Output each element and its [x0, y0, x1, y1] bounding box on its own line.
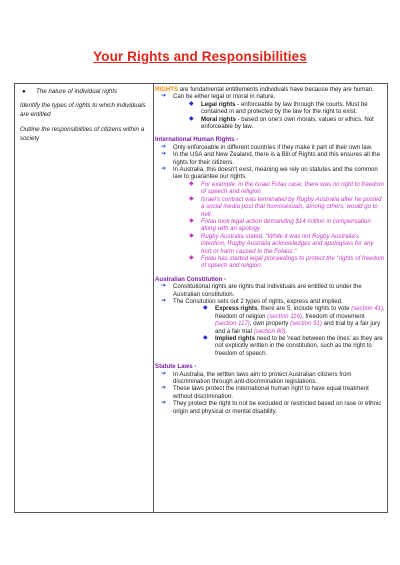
- diamond-icon: ◆: [189, 180, 194, 187]
- left-para-outline: Outline the responsibilities of citizens within a society: [20, 126, 145, 142]
- statute-item-1: [155, 371, 385, 386]
- section-ref: (section 116): [267, 312, 302, 320]
- notes-table: [14, 83, 388, 513]
- arrow-icon: ➔: [161, 385, 167, 392]
- left-bullet-row: [20, 88, 148, 96]
- constitution-item-2: [155, 298, 385, 305]
- express-text: and trial by a fair jury and a fair trial: [215, 320, 381, 335]
- folau-text-4: Rugby Australia stated, "While it was not Rugby Australia's intention, Rugby Australia acknowledges and apologises for any hurt or harm caused to the Folaus.": [201, 232, 374, 255]
- constitution-text-1: Constitutional rights are rights that individuals are entitled to under the Australian constitution.: [173, 283, 362, 298]
- arrow-icon: ➔: [161, 370, 167, 377]
- express-text: , freedom of movement: [301, 312, 365, 320]
- international-text-2: In the USA and New Zealand, there is a Bill of Rights and this ensures all the rights for their citizens.: [173, 151, 380, 166]
- left-para-identify: Identify the types of rights to which individuals are entitled: [20, 102, 146, 118]
- diamond-icon: ◆: [189, 232, 194, 239]
- constitution-text-2: The Consitution sets out 2 types of rights, express and implied.: [173, 297, 343, 305]
- folau-example-3: [155, 218, 385, 233]
- rights-section: [155, 86, 385, 130]
- right-column: [155, 86, 385, 421]
- arrow-icon: ➔: [161, 297, 167, 304]
- folau-example-1: [155, 181, 385, 196]
- international-text-1: Only enforceable in different countries if they make it part of their own law.: [173, 143, 373, 151]
- arrow-icon: ➔: [161, 93, 167, 100]
- diamond-icon: ◆: [203, 305, 208, 312]
- diamond-icon: ◆: [189, 195, 194, 202]
- international-item-1: [155, 144, 385, 151]
- arrow-icon: ➔: [161, 151, 167, 158]
- diamond-icon: ◆: [189, 217, 194, 224]
- diamond-icon: ◆: [203, 335, 208, 341]
- statute-text-1: In Australia, the written laws aim to protect Australian citizens from discrimination through anti-discrimination legislations.: [173, 370, 352, 386]
- column-divider: [153, 84, 154, 512]
- express-rights-label: Express rights: [215, 305, 258, 313]
- arrow-icon: ➔: [161, 143, 167, 150]
- rights-heading: RIGHTS: [155, 86, 179, 93]
- international-heading: International Human Rights -: [155, 136, 239, 144]
- section-ref: (section 41): [351, 305, 384, 313]
- moral-rights-text: - based on one's own morals, values or ethics. Not enforceable by law.: [201, 115, 374, 131]
- diamond-icon: ◆: [189, 100, 194, 107]
- arrow-icon: ➔: [161, 283, 167, 290]
- statute-heading: Statute Laws -: [155, 363, 197, 371]
- diamond-icon: ◆: [189, 254, 194, 261]
- express-text: , there are 5, include rights to vote: [257, 305, 352, 313]
- legal-rights-text: - enforceable by law through the courts. Must be contained in and protected by the law for the right to exist.: [201, 100, 368, 116]
- folau-example-4: [155, 233, 385, 255]
- international-text-3: In Australia, this doesn't exist, meaning we rely on statutes and the common law to guarantee our rights.: [173, 166, 378, 181]
- moral-rights-label: Moral rights: [201, 115, 236, 123]
- express-rights-item: [155, 305, 385, 335]
- folau-example-2: [155, 196, 385, 218]
- statute-text-2: These laws protect the international human right to have equal treatment without discrimination.: [173, 385, 369, 400]
- statute-section: [155, 363, 385, 415]
- express-text: .: [285, 327, 288, 335]
- section-ref: (section 117): [215, 320, 250, 328]
- legal-rights-item: [155, 101, 385, 116]
- rights-intro-text: are fundamental entitlements individuals have because they are human.: [178, 86, 374, 93]
- folau-text-3: Folau took legal action demanding $14 million in compensation along with an apology.: [201, 217, 371, 233]
- section-ref: (section 80): [253, 327, 286, 335]
- implied-rights-text: need to be 'read between the lines' as they are not explicitly written in the constitution, such as the right to freedom of speech.: [215, 335, 383, 357]
- constitution-item-1: [155, 283, 385, 298]
- folau-text-2: Israel's contract was terminated by Rugby Australia after he posted a social media post that homosexuals, among others, would go to hell.: [201, 195, 382, 218]
- rights-intro: [155, 86, 385, 93]
- constitution-heading: Australian Constitution -: [155, 275, 227, 283]
- international-item-2: [155, 151, 385, 166]
- statute-item-2: [155, 385, 385, 400]
- arrow-icon: ➔: [161, 400, 167, 407]
- folau-example-5: [155, 255, 385, 270]
- statute-item-3: [155, 400, 385, 415]
- folau-text-5: Folau has started legal proceedings to protect the "rights of freedom of speech and religion.: [201, 254, 385, 270]
- left-bullet-text: The nature of individual rights: [36, 88, 118, 95]
- constitution-section: [155, 276, 385, 357]
- implied-rights-item: [155, 335, 385, 357]
- statute-text-3: They protect the right to not be excluded or restricted based on rase or ethnic origin and physical or mental disability.: [173, 400, 382, 415]
- implied-rights-label: Implied rights: [215, 335, 255, 342]
- rights-arrow-text: Can be either legal or moral in nature.: [173, 93, 276, 101]
- rights-arrow-item: [155, 93, 385, 100]
- bullet-icon: ●: [22, 88, 26, 95]
- diamond-icon: ◆: [189, 115, 194, 122]
- left-column: [20, 88, 148, 150]
- legal-rights-label: Legal rights: [201, 100, 236, 108]
- page-title: Your Rights and Responsibilities: [93, 49, 307, 64]
- express-text: , freedom of religion: [215, 305, 385, 320]
- international-item-3: [155, 166, 385, 181]
- express-text: , own property: [249, 320, 291, 328]
- moral-rights-item: [155, 116, 385, 131]
- international-section: [155, 136, 385, 269]
- arrow-icon: ➔: [161, 166, 167, 173]
- section-ref: (section 51): [290, 320, 322, 328]
- folau-text-1: For example, in the Israel Folau case, there was no right to freedom of speech and religion.: [201, 180, 384, 196]
